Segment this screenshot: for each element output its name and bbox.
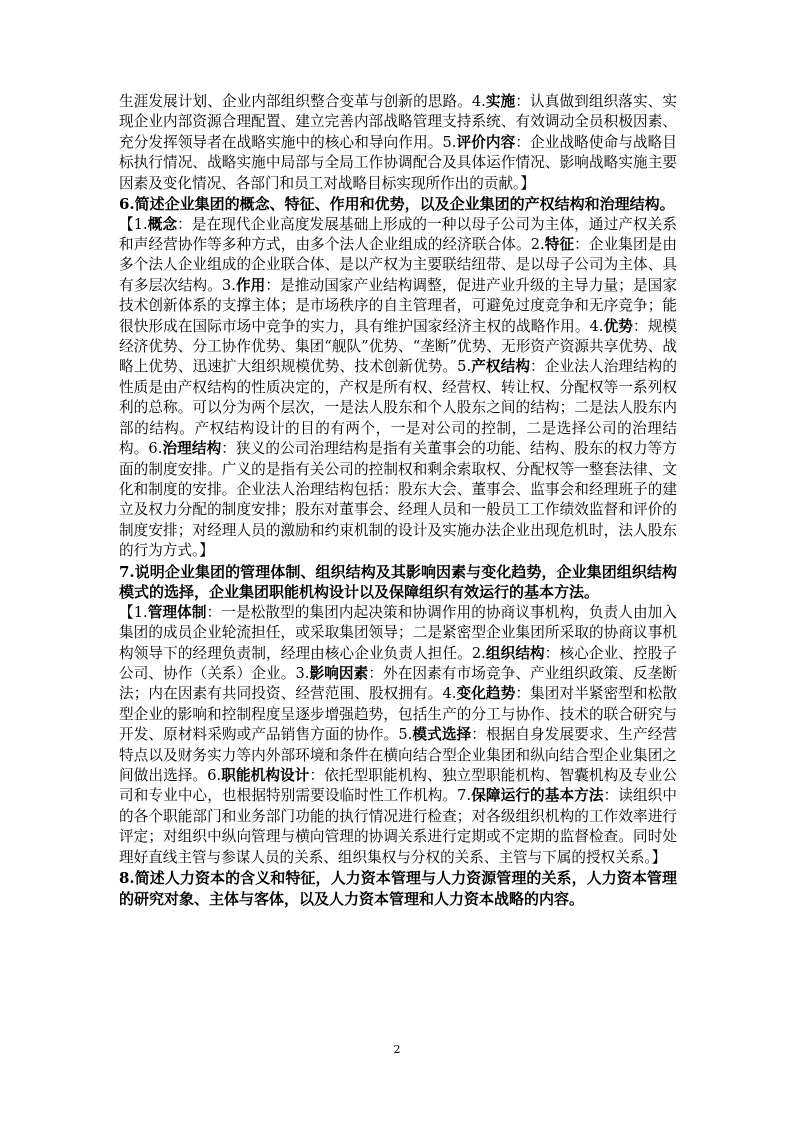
bold-term-governance-structure: 治理结构	[162, 440, 222, 458]
segment: ：依托型职能机构、独立型职能机构、智囊机构及专业公司和专业中心，也根据特别需要设临时性工作机构。7.	[119, 766, 677, 805]
heading-text: 8.简述人力资本的含义和特征，人力资本管理与人力资源管理的关系，人力资本管理的研究对象、主体与客体，以及人力资本管理和人力资本战略的内容。	[119, 869, 677, 908]
answer-paragraph-6	[119, 215, 677, 562]
answer-paragraph-7	[119, 603, 677, 868]
segment: ：一是松散型的集团内起决策和协调作用的协商议事机构，负责人由加入集团的成员企业轮流担任，或采取集团领导；二是紧密型企业集团所采取的协商议事机构领导下的经理负责制，经理由核心企业负责人担任。2.	[119, 603, 677, 662]
bold-term-property-structure: 产权结构	[471, 358, 531, 376]
segment: ：集团对半紧密型和松散型企业的影响和控制程度呈逐步增强趋势，包括生产的分工与协作、技术的联合研究与开发、原材料采购或产品销售方面的协作。5.	[119, 685, 677, 744]
bold-term-organization-structure: 组织结构	[485, 644, 545, 662]
bold-term-trends: 变化趋势	[456, 685, 516, 703]
question-heading-7	[119, 562, 677, 603]
segment: ：认真做到组织落实、实现企业内部资源合理配置、建立完善内部战略管理支持系统、有效调动全员积极因素、充分发挥领导者在战略实施中的核心和导向作用。5.	[119, 93, 677, 151]
segment: 【1.	[119, 603, 148, 621]
bold-term-influencing-factors: 影响因素	[309, 664, 369, 682]
bold-term-implementation: 实施	[485, 93, 516, 110]
segment: ：是在现代企业高度发展基础上形成的一种以母子公司为主体，通过产权关系和声经营协作等多种方式，由多个法人企业组成的经济联合体。2.	[119, 215, 677, 254]
bold-term-evaluation: 评价内容	[456, 133, 516, 151]
segment: ：狭义的公司治理结构是指有关董事会的功能、结构、股东的权力等方面的制度安排。广义的是指有关公司的控制权和剩余索取权、分配权等一整套法律、文化和制度的安排。企业法人治理结构包括：股东大会、董事会、监事会和经理班子的建立及权力分配的制度安排；股东对董事会、经理人员和一般员工工作绩效监督和评价的制度安排；对经理人员的激励和约束机制的设计及实施办法企业出现危机时，法人股东的行为方式。】	[119, 440, 677, 560]
bold-term-management-system: 管理体制	[147, 603, 207, 621]
bold-term-functional-design: 职能机构设计	[221, 766, 310, 784]
bold-term-basic-methods: 保障运行的基本方法	[471, 787, 604, 805]
segment: 【1.	[119, 215, 148, 233]
segment: ：规模经济优势、分工协作优势、集团“舰队”优势、“垄断”优势、无形资产资源共享优势、战略上优势、迅速扩大组织规模优势、技术创新优势。5.	[119, 317, 677, 376]
segment: ：根据自身发展要求、生产经营特点以及财务实力等内外部环境和条件在横向结合型企业集团和纵向结合型企业集团之间做出选择。6.	[119, 726, 677, 784]
document-page	[119, 92, 677, 909]
segment: ：企业法人治理结构的性质是由产权结构的性质决定的，产权是所有权、经营权、转让权、分配权等一系列权利的总称。可以分为两个层次，一是法人股东和个人股东之间的结构；二是法人股东内部的结构。产权结构设计的目的有两个，一是对公司的控制，二是选择公司的治理结构。6.	[119, 358, 677, 458]
page-number: 2	[393, 1043, 401, 1056]
segment: ：读组织中的各个职能部门和业务部门功能的执行情况进行检查；对各级组织机构的工作效率进行评定；对组织中纵向管理与横向管理的协调关系进行定期或不定期的监督检查。同时处理好直线主管与参谋人员的关系、组织集权与分权的关系、主管与下属的授权关系。】	[119, 787, 677, 866]
bold-term-role: 作用	[235, 276, 266, 294]
segment: ：企业战略使命与战略目标执行情况、战略实施中局部与全局工作协调配合及具体运作情况、影响战略实施主要因素及变化情况、各部门和员工对战略目标实现所作出的贡献。】	[119, 133, 677, 192]
segment: ：核心企业、控股子公司、协作（关系）企业。3.	[119, 644, 677, 682]
bold-term-features: 特征	[544, 236, 575, 254]
bold-term-model-selection: 模式选择	[412, 726, 472, 744]
segment: 生涯发展计划、企业内部组织整合变革与创新的思路。4.	[119, 93, 486, 110]
heading-text: 6.简述企业集团的概念、特征、作用和优势，以及企业集团的产权结构和治理结构。	[119, 195, 675, 214]
bold-term-advantages: 优势	[603, 317, 633, 335]
paragraph-strategy-continuation	[119, 92, 677, 194]
segment: ：外在因素有市场竞争、产业组织政策、反垄断法；内在因素有共同投资、经营范围、股权拥有。4.	[119, 664, 677, 703]
question-heading-6	[119, 194, 677, 215]
segment: ：是推动国家产业结构调整，促进产业升级的主导力量；是国家技术创新体系的支撑主体；是市场秩序的自主管理者，可避免过度竞争和无序竞争；能很快形成在国际市场中竞争的实力，具有维护国家经济主权的战略作用。4.	[119, 276, 677, 335]
heading-text: 7.说明企业集团的管理体制、组织结构及其影响因素与变化趋势，企业集团组织结构模式的选择，企业集团职能机构设计以及保障组织有效运行的基本方法。	[119, 562, 677, 602]
bold-term-concept: 概念	[147, 215, 178, 233]
question-heading-8	[119, 868, 677, 909]
segment: ：企业集团是由多个法人企业组成的企业联合体、是以产权为主要联结纽带、是以母子公司为主体、具有多层次结构。3.	[119, 236, 677, 294]
